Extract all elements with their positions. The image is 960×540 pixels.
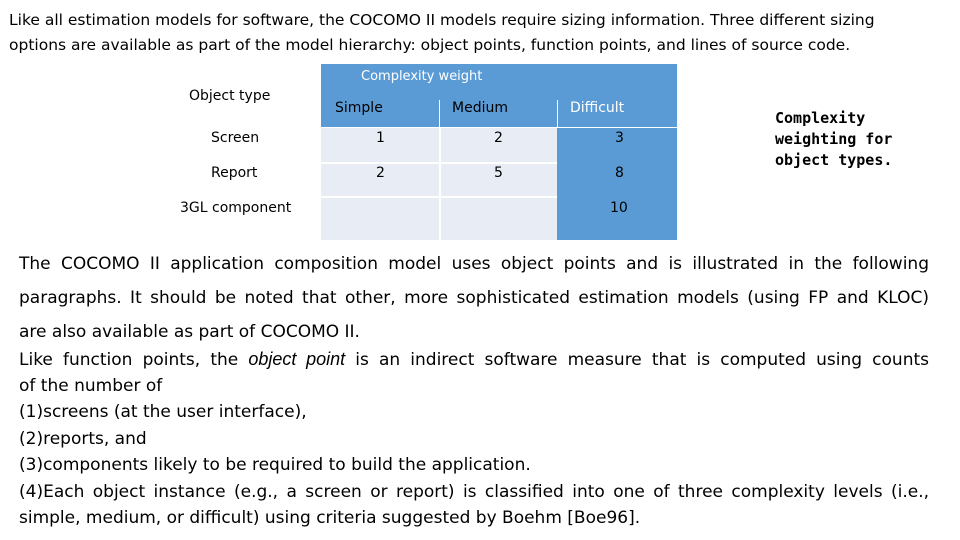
row-screen-difficult: 3 — [615, 130, 624, 146]
row-screen-medium: 2 — [494, 130, 503, 146]
table-caption — [775, 108, 955, 171]
object-type-header: Object type — [189, 88, 271, 104]
list-item-classification-2: simple, medium, or difficult) using criteria suggested by Boehm [Boe96]. — [19, 508, 641, 528]
level-header-simple: Simple — [335, 100, 383, 116]
row-report-type: Report — [211, 165, 258, 181]
row-divider-1 — [321, 162, 557, 164]
row-report-difficult: 8 — [615, 165, 624, 181]
row-screen-type: Screen — [211, 130, 260, 146]
list-item-reports: (2)reports, and — [19, 429, 147, 449]
body-line-number-of: of the number of — [19, 376, 163, 396]
level-header-medium: Medium — [452, 100, 508, 116]
row-report-simple: 2 — [376, 165, 385, 181]
list-item-components: (3)components likely to be required to build the application. — [19, 455, 531, 475]
list-item-screens: (1)screens (at the user interface), — [19, 402, 307, 422]
list-item-classification-1: (4)Each object instance (e.g., a screen or report) is classified into one of three complexity levels (i.e., — [19, 482, 929, 502]
object-point-term: object point — [248, 349, 346, 369]
object-point-pre: Like function points, the — [19, 350, 249, 370]
intro-line-2: options are available as part of the model hierarchy: object points, function points, and lines of source code. — [9, 36, 851, 54]
column-divider-1 — [439, 128, 441, 240]
body-line-object-point — [19, 349, 929, 370]
column-divider-left — [439, 100, 440, 128]
row-screen-simple: 1 — [376, 130, 385, 146]
row-3gl-difficult: 10 — [610, 200, 628, 216]
body-line-3: are also available as part of COCOMO II. — [19, 322, 360, 342]
difficult-header-divider — [557, 100, 558, 128]
level-header-difficult: Difficult — [570, 100, 625, 116]
row-3gl-type: 3GL component — [180, 200, 292, 216]
row-report-medium: 5 — [494, 165, 503, 181]
caption-line-1: Complexity — [775, 109, 866, 127]
caption-line-3: object types. — [775, 151, 893, 169]
object-point-post: is an indirect software measure that is computed using counts — [345, 350, 930, 370]
intro-paragraph — [9, 8, 949, 58]
body-line-1: The COCOMO II application composition model uses object points and is illustrated in the following — [19, 254, 929, 274]
row-divider-2 — [321, 196, 557, 198]
body-line-2: paragraphs. It should be noted that other, more sophisticated estimation models (using FP and KLOC) — [19, 288, 929, 308]
caption-line-2: weighting for — [775, 130, 893, 148]
complexity-weight-header: Complexity weight — [361, 69, 483, 84]
complexity-weight-table — [180, 64, 677, 240]
intro-line-1: Like all estimation models for software, the COCOMO II models require sizing information. Three different sizing — [9, 11, 875, 29]
